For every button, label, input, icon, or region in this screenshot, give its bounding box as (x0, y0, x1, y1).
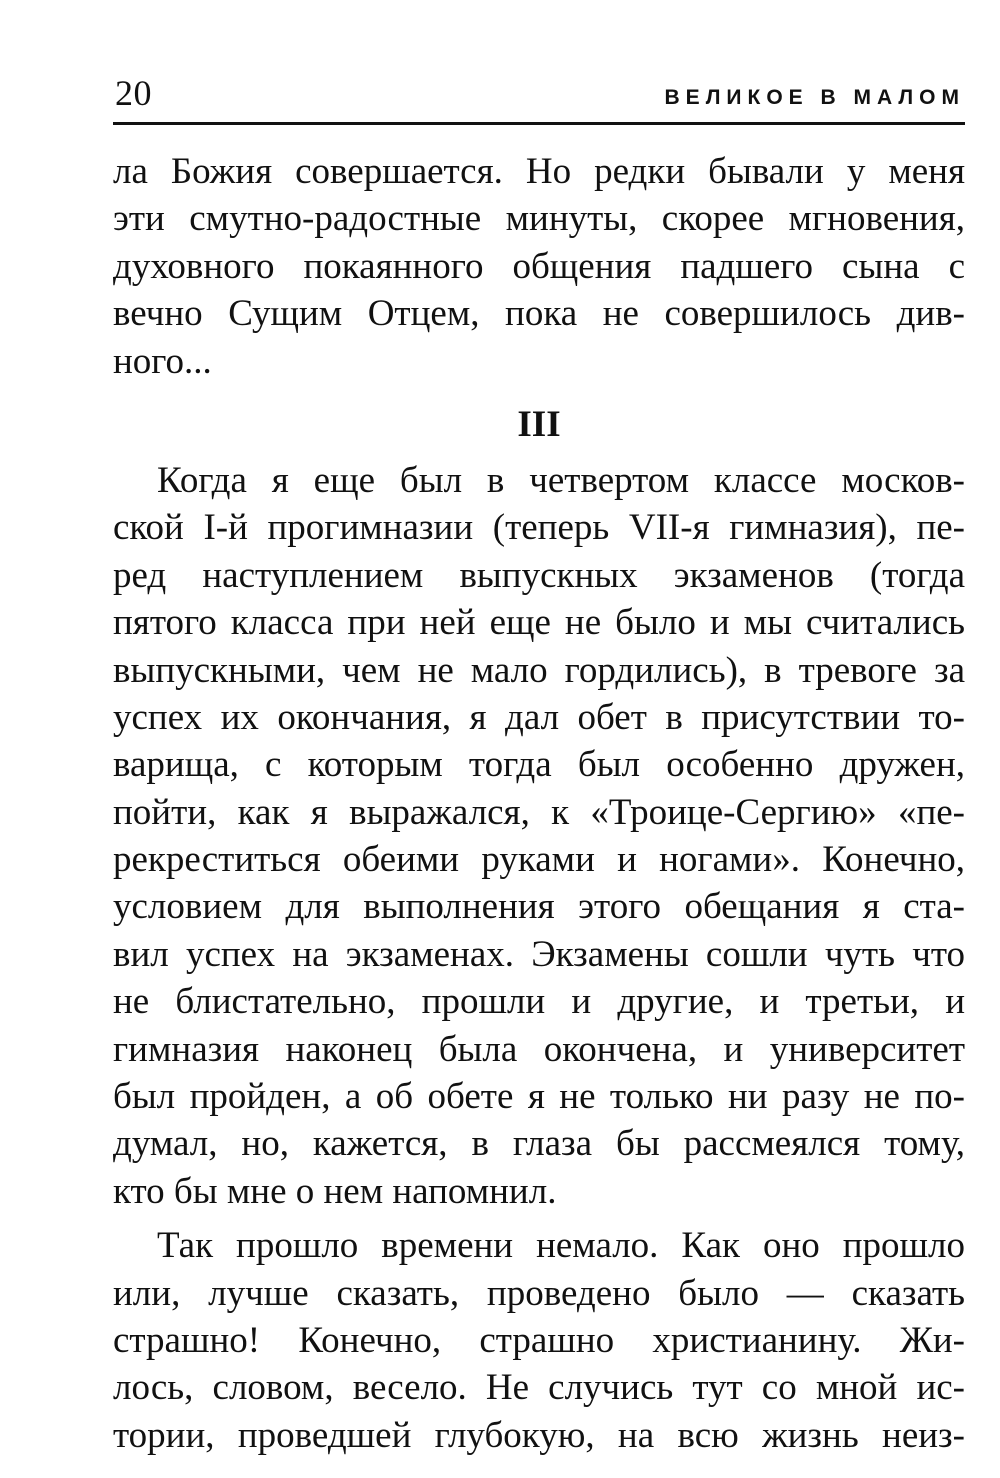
text-line: не блистательно, прошли и другие, и третьи, и (113, 981, 965, 1023)
text-line: тории, проведшей глубокую, на всю жизнь неиз- (113, 1414, 965, 1456)
text-line: ской I-й прогимназии (теперь VII-я гимназия), пе- (113, 507, 965, 549)
text-line: вил успех на экзаменах. Экзамены сошли чуть что (113, 933, 965, 975)
text-line: эти смутно-радостные минуты, скорее мгновения, (113, 198, 965, 240)
text-line: страшно! Конечно, страшно христианину. Жи- (113, 1319, 965, 1361)
text-line: или, лучше сказать, проведено было — сказать (113, 1272, 965, 1314)
text-line: ного... (113, 340, 212, 382)
text-line: думал, но, кажется, в глаза бы рассмеялся тому, (113, 1123, 965, 1165)
text-line: был пройден, а об обете я не только ни разу не по- (113, 1076, 965, 1118)
text-line: пятого класса при ней еще не было и мы считались (113, 602, 965, 644)
text-line: пойти, как я выражался, к «Троице-Сергию» «пе- (113, 791, 965, 833)
text-line: варища, с которым тогда был особенно дружен, (113, 744, 965, 786)
text-line: ла Божия совершается. Но редки бывали у меня (113, 151, 965, 192)
text-line: лось, словом, весело. Не случись тут со мной ис- (113, 1367, 965, 1409)
section-heading: III (517, 403, 561, 445)
running-title: ВЕЛИКОЕ В МАЛОМ (664, 86, 965, 109)
text-line: кто бы мне о нем напомнил. (113, 1170, 557, 1212)
body-text (113, 148, 965, 1459)
paragraph-gap (113, 1215, 965, 1222)
text-line: условием для выполнения этого обещания я ста- (113, 886, 965, 928)
text-line: Так прошло времени немало. Как оно прошло (157, 1225, 965, 1267)
text-line: духовного покаянного общения падшего сына с (113, 245, 965, 287)
page-number: 20 (115, 73, 152, 113)
text-line: гимназия наконец была окончена, и университет (113, 1028, 965, 1070)
text-line: Когда я еще был в четвертом классе москов- (157, 459, 965, 501)
text-line: рекреститься обеими руками и ногами». Конечно, (113, 839, 965, 881)
page-header (113, 68, 965, 122)
header-rule (113, 122, 965, 125)
text-line: вечно Сущим Отцем, пока не совершилось див- (113, 293, 965, 335)
text-line: успех их окончания, я дал обет в присутствии то- (113, 696, 965, 738)
text-line: выпускными, чем не мало гордились), в тревоге за (113, 649, 965, 691)
text-line: ред наступлением выпускных экзаменов (тогда (113, 554, 965, 596)
